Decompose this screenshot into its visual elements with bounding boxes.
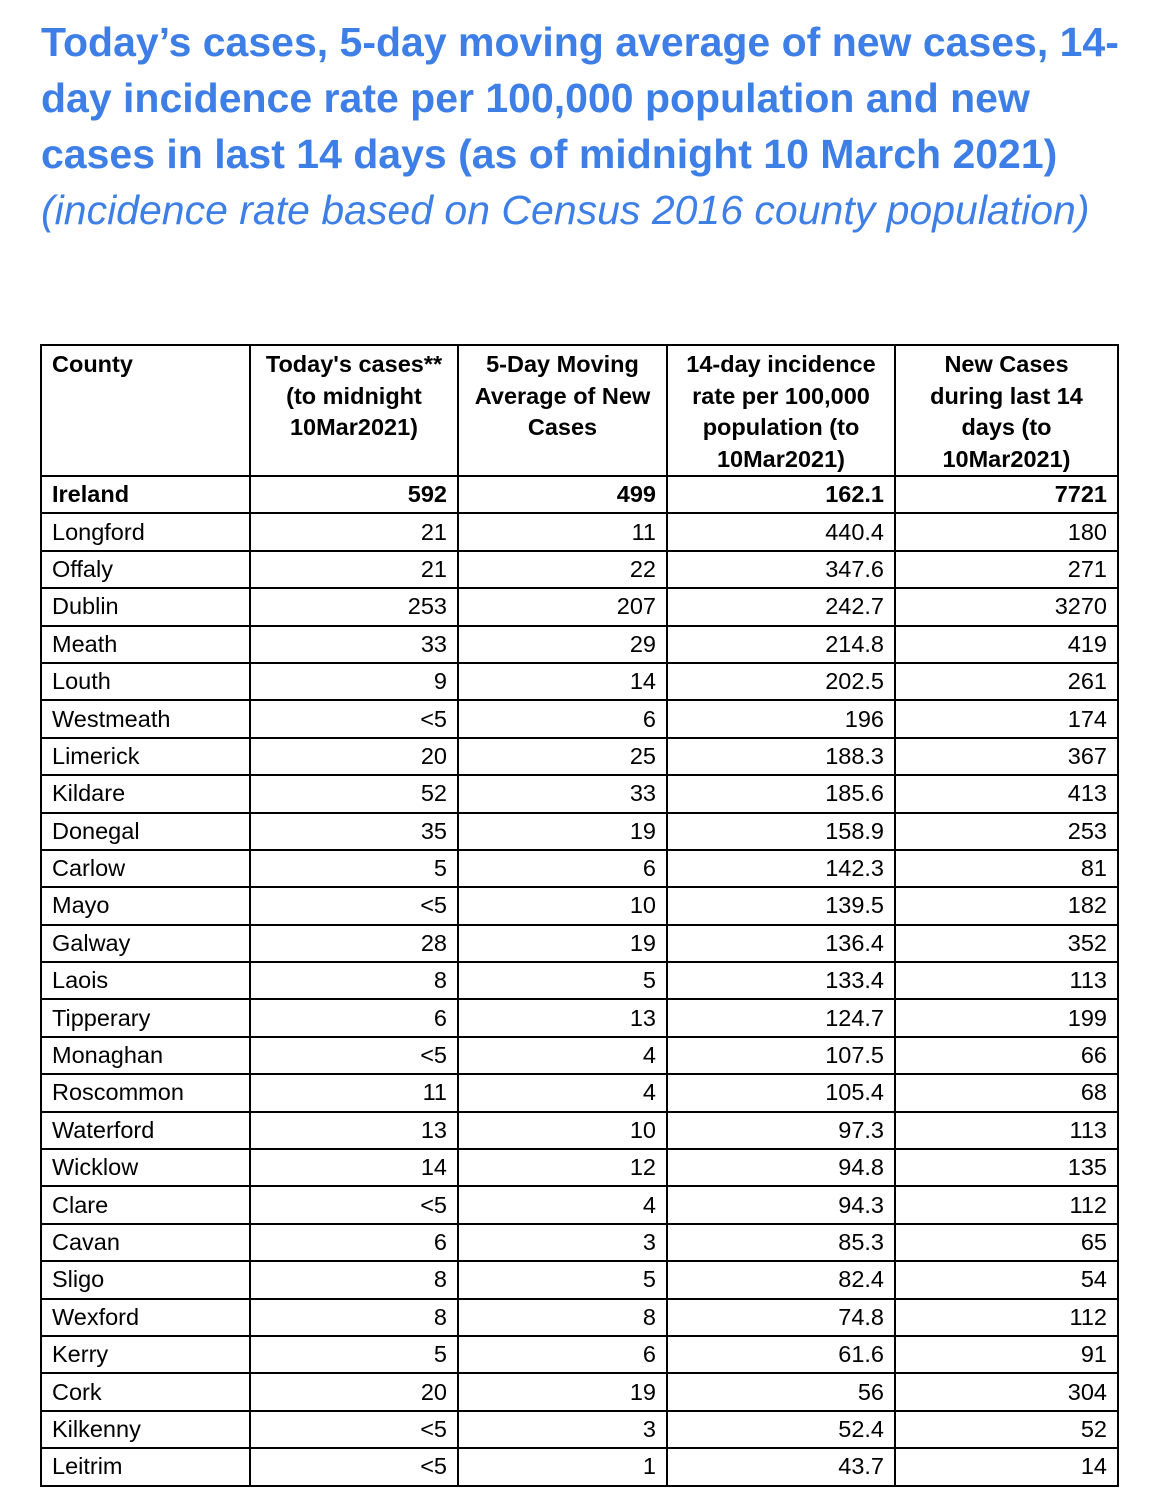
cell-5day-average: 5: [458, 962, 667, 999]
cell-new-cases-14-days: 113: [895, 962, 1118, 999]
cell-new-cases-14-days: 413: [895, 775, 1118, 812]
cell-5day-average: 10: [458, 1112, 667, 1149]
cell-todays-cases: 13: [250, 1112, 458, 1149]
cell-todays-cases: <5: [250, 700, 458, 737]
cell-5day-average: 25: [458, 738, 667, 775]
table-row: [41, 738, 1118, 775]
cell-county: Donegal: [41, 813, 250, 850]
cell-new-cases-14-days: 14: [895, 1448, 1118, 1485]
cell-new-cases-14-days: 65: [895, 1224, 1118, 1261]
table-header-row: [41, 345, 1118, 476]
cell-14day-incidence-rate: 94.3: [667, 1186, 895, 1223]
cell-5day-average: 12: [458, 1149, 667, 1186]
cell-5day-average: 10: [458, 887, 667, 924]
cell-county: Monaghan: [41, 1037, 250, 1074]
cell-new-cases-14-days: 352: [895, 925, 1118, 962]
cell-new-cases-14-days: 271: [895, 551, 1118, 588]
cell-5day-average: 3: [458, 1224, 667, 1261]
header-5day-average: 5-Day Moving Average of New Cases: [458, 345, 667, 476]
cell-14day-incidence-rate: 440.4: [667, 513, 895, 550]
cell-todays-cases: <5: [250, 1448, 458, 1485]
table-row: [41, 1261, 1118, 1298]
cell-14day-incidence-rate: 85.3: [667, 1224, 895, 1261]
cell-14day-incidence-rate: 74.8: [667, 1299, 895, 1336]
cell-new-cases-14-days: 304: [895, 1373, 1118, 1410]
cell-new-cases-14-days: 182: [895, 887, 1118, 924]
cell-14day-incidence-rate: 214.8: [667, 626, 895, 663]
table-row: [41, 1112, 1118, 1149]
table-row: [41, 775, 1118, 812]
cell-new-cases-14-days: 66: [895, 1037, 1118, 1074]
cell-new-cases-14-days: 174: [895, 700, 1118, 737]
table-row: [41, 1224, 1118, 1261]
cell-5day-average: 19: [458, 1373, 667, 1410]
cell-5day-average: 499: [458, 476, 667, 513]
cell-14day-incidence-rate: 124.7: [667, 999, 895, 1036]
cell-5day-average: 6: [458, 1336, 667, 1373]
cell-5day-average: 6: [458, 700, 667, 737]
cell-5day-average: 19: [458, 813, 667, 850]
cell-5day-average: 8: [458, 1299, 667, 1336]
table-row: [41, 1186, 1118, 1223]
header-14day-incidence-rate: 14-day incidence rate per 100,000 population (to 10Mar2021): [667, 345, 895, 476]
cell-14day-incidence-rate: 52.4: [667, 1411, 895, 1448]
table-row: [41, 887, 1118, 924]
cell-todays-cases: 20: [250, 738, 458, 775]
cell-5day-average: 22: [458, 551, 667, 588]
cell-county: Sligo: [41, 1261, 250, 1298]
cell-county: Longford: [41, 513, 250, 550]
table-row: [41, 813, 1118, 850]
cell-county: Clare: [41, 1186, 250, 1223]
cell-new-cases-14-days: 199: [895, 999, 1118, 1036]
cell-14day-incidence-rate: 61.6: [667, 1336, 895, 1373]
cell-todays-cases: 8: [250, 1261, 458, 1298]
table-row: [41, 850, 1118, 887]
cell-county: Roscommon: [41, 1074, 250, 1111]
cell-county: Leitrim: [41, 1448, 250, 1485]
cell-todays-cases: 253: [250, 588, 458, 625]
table-row: [41, 588, 1118, 625]
cell-5day-average: 19: [458, 925, 667, 962]
cell-new-cases-14-days: 419: [895, 626, 1118, 663]
cell-5day-average: 11: [458, 513, 667, 550]
cell-county: Mayo: [41, 887, 250, 924]
cell-5day-average: 4: [458, 1186, 667, 1223]
table-row: [41, 999, 1118, 1036]
cell-new-cases-14-days: 7721: [895, 476, 1118, 513]
cell-todays-cases: 6: [250, 999, 458, 1036]
cell-county: Kilkenny: [41, 1411, 250, 1448]
cell-14day-incidence-rate: 202.5: [667, 663, 895, 700]
cell-new-cases-14-days: 113: [895, 1112, 1118, 1149]
cell-todays-cases: <5: [250, 1037, 458, 1074]
cell-county: Ireland: [41, 476, 250, 513]
cell-14day-incidence-rate: 142.3: [667, 850, 895, 887]
cell-todays-cases: 20: [250, 1373, 458, 1410]
table-row: [41, 1037, 1118, 1074]
cell-5day-average: 1: [458, 1448, 667, 1485]
cell-14day-incidence-rate: 43.7: [667, 1448, 895, 1485]
cell-5day-average: 29: [458, 626, 667, 663]
cell-14day-incidence-rate: 136.4: [667, 925, 895, 962]
cell-new-cases-14-days: 52: [895, 1411, 1118, 1448]
cell-county: Wexford: [41, 1299, 250, 1336]
cell-new-cases-14-days: 112: [895, 1186, 1118, 1223]
table-row: [41, 1373, 1118, 1410]
cell-new-cases-14-days: 112: [895, 1299, 1118, 1336]
cell-5day-average: 6: [458, 850, 667, 887]
cell-14day-incidence-rate: 162.1: [667, 476, 895, 513]
table-row: [41, 663, 1118, 700]
cell-14day-incidence-rate: 158.9: [667, 813, 895, 850]
cell-todays-cases: <5: [250, 1186, 458, 1223]
cell-14day-incidence-rate: 347.6: [667, 551, 895, 588]
cell-todays-cases: 5: [250, 1336, 458, 1373]
cell-county: Meath: [41, 626, 250, 663]
cell-14day-incidence-rate: 94.8: [667, 1149, 895, 1186]
cell-14day-incidence-rate: 196: [667, 700, 895, 737]
cell-county: Offaly: [41, 551, 250, 588]
cell-county: Wicklow: [41, 1149, 250, 1186]
heading-main-text: Today’s cases, 5-day moving average of new cases, 14-day incidence rate per 100,000 population and new cases in last 14 days (as of midnight 10 March 2021): [41, 19, 1119, 177]
cell-new-cases-14-days: 68: [895, 1074, 1118, 1111]
header-todays-cases: Today's cases** (to midnight 10Mar2021): [250, 345, 458, 476]
cell-5day-average: 5: [458, 1261, 667, 1298]
cell-todays-cases: 33: [250, 626, 458, 663]
cell-14day-incidence-rate: 82.4: [667, 1261, 895, 1298]
cell-5day-average: 207: [458, 588, 667, 625]
cell-todays-cases: 35: [250, 813, 458, 850]
cell-14day-incidence-rate: 107.5: [667, 1037, 895, 1074]
cell-county: Cavan: [41, 1224, 250, 1261]
cell-county: Kildare: [41, 775, 250, 812]
cell-todays-cases: 592: [250, 476, 458, 513]
table-row: [41, 551, 1118, 588]
table-row-total: [41, 476, 1118, 513]
cell-new-cases-14-days: 91: [895, 1336, 1118, 1373]
cell-5day-average: 4: [458, 1074, 667, 1111]
table-row: [41, 925, 1118, 962]
cell-new-cases-14-days: 180: [895, 513, 1118, 550]
cell-14day-incidence-rate: 242.7: [667, 588, 895, 625]
cell-todays-cases: 9: [250, 663, 458, 700]
cell-todays-cases: 52: [250, 775, 458, 812]
cell-new-cases-14-days: 253: [895, 813, 1118, 850]
table-body: [41, 476, 1118, 1486]
cell-todays-cases: 14: [250, 1149, 458, 1186]
header-new-cases-14-days: New Cases during last 14 days (to 10Mar2021): [895, 345, 1118, 476]
cell-new-cases-14-days: 367: [895, 738, 1118, 775]
cell-todays-cases: 8: [250, 1299, 458, 1336]
cell-14day-incidence-rate: 105.4: [667, 1074, 895, 1111]
table-row: [41, 1074, 1118, 1111]
cell-county: Galway: [41, 925, 250, 962]
cell-county: Louth: [41, 663, 250, 700]
cell-5day-average: 4: [458, 1037, 667, 1074]
cell-todays-cases: <5: [250, 887, 458, 924]
cell-todays-cases: 11: [250, 1074, 458, 1111]
cell-14day-incidence-rate: 139.5: [667, 887, 895, 924]
cell-5day-average: 33: [458, 775, 667, 812]
cell-5day-average: 13: [458, 999, 667, 1036]
table-row: [41, 1149, 1118, 1186]
cell-county: Tipperary: [41, 999, 250, 1036]
page-heading: [41, 14, 1151, 238]
header-county: County: [41, 345, 250, 476]
cell-new-cases-14-days: 81: [895, 850, 1118, 887]
cell-county: Westmeath: [41, 700, 250, 737]
cell-14day-incidence-rate: 97.3: [667, 1112, 895, 1149]
cell-county: Cork: [41, 1373, 250, 1410]
cell-new-cases-14-days: 54: [895, 1261, 1118, 1298]
cell-new-cases-14-days: 3270: [895, 588, 1118, 625]
table-row: [41, 513, 1118, 550]
heading-note-text: (incidence rate based on Census 2016 county population): [41, 187, 1090, 233]
cell-14day-incidence-rate: 56: [667, 1373, 895, 1410]
cell-14day-incidence-rate: 185.6: [667, 775, 895, 812]
cell-new-cases-14-days: 135: [895, 1149, 1118, 1186]
cell-todays-cases: 28: [250, 925, 458, 962]
table-row: [41, 1411, 1118, 1448]
cell-todays-cases: 5: [250, 850, 458, 887]
cell-5day-average: 3: [458, 1411, 667, 1448]
cell-5day-average: 14: [458, 663, 667, 700]
cell-todays-cases: 21: [250, 551, 458, 588]
cell-new-cases-14-days: 261: [895, 663, 1118, 700]
cell-todays-cases: 6: [250, 1224, 458, 1261]
cell-county: Dublin: [41, 588, 250, 625]
cases-table: [40, 344, 1119, 1487]
table-row: [41, 700, 1118, 737]
cell-county: Kerry: [41, 1336, 250, 1373]
cell-todays-cases: 8: [250, 962, 458, 999]
table-row: [41, 1336, 1118, 1373]
cell-county: Waterford: [41, 1112, 250, 1149]
cell-county: Limerick: [41, 738, 250, 775]
cell-todays-cases: <5: [250, 1411, 458, 1448]
table-row: [41, 1448, 1118, 1485]
table-row: [41, 1299, 1118, 1336]
table-row: [41, 962, 1118, 999]
cell-14day-incidence-rate: 188.3: [667, 738, 895, 775]
table-row: [41, 626, 1118, 663]
cell-county: Carlow: [41, 850, 250, 887]
cell-14day-incidence-rate: 133.4: [667, 962, 895, 999]
cell-todays-cases: 21: [250, 513, 458, 550]
cell-county: Laois: [41, 962, 250, 999]
